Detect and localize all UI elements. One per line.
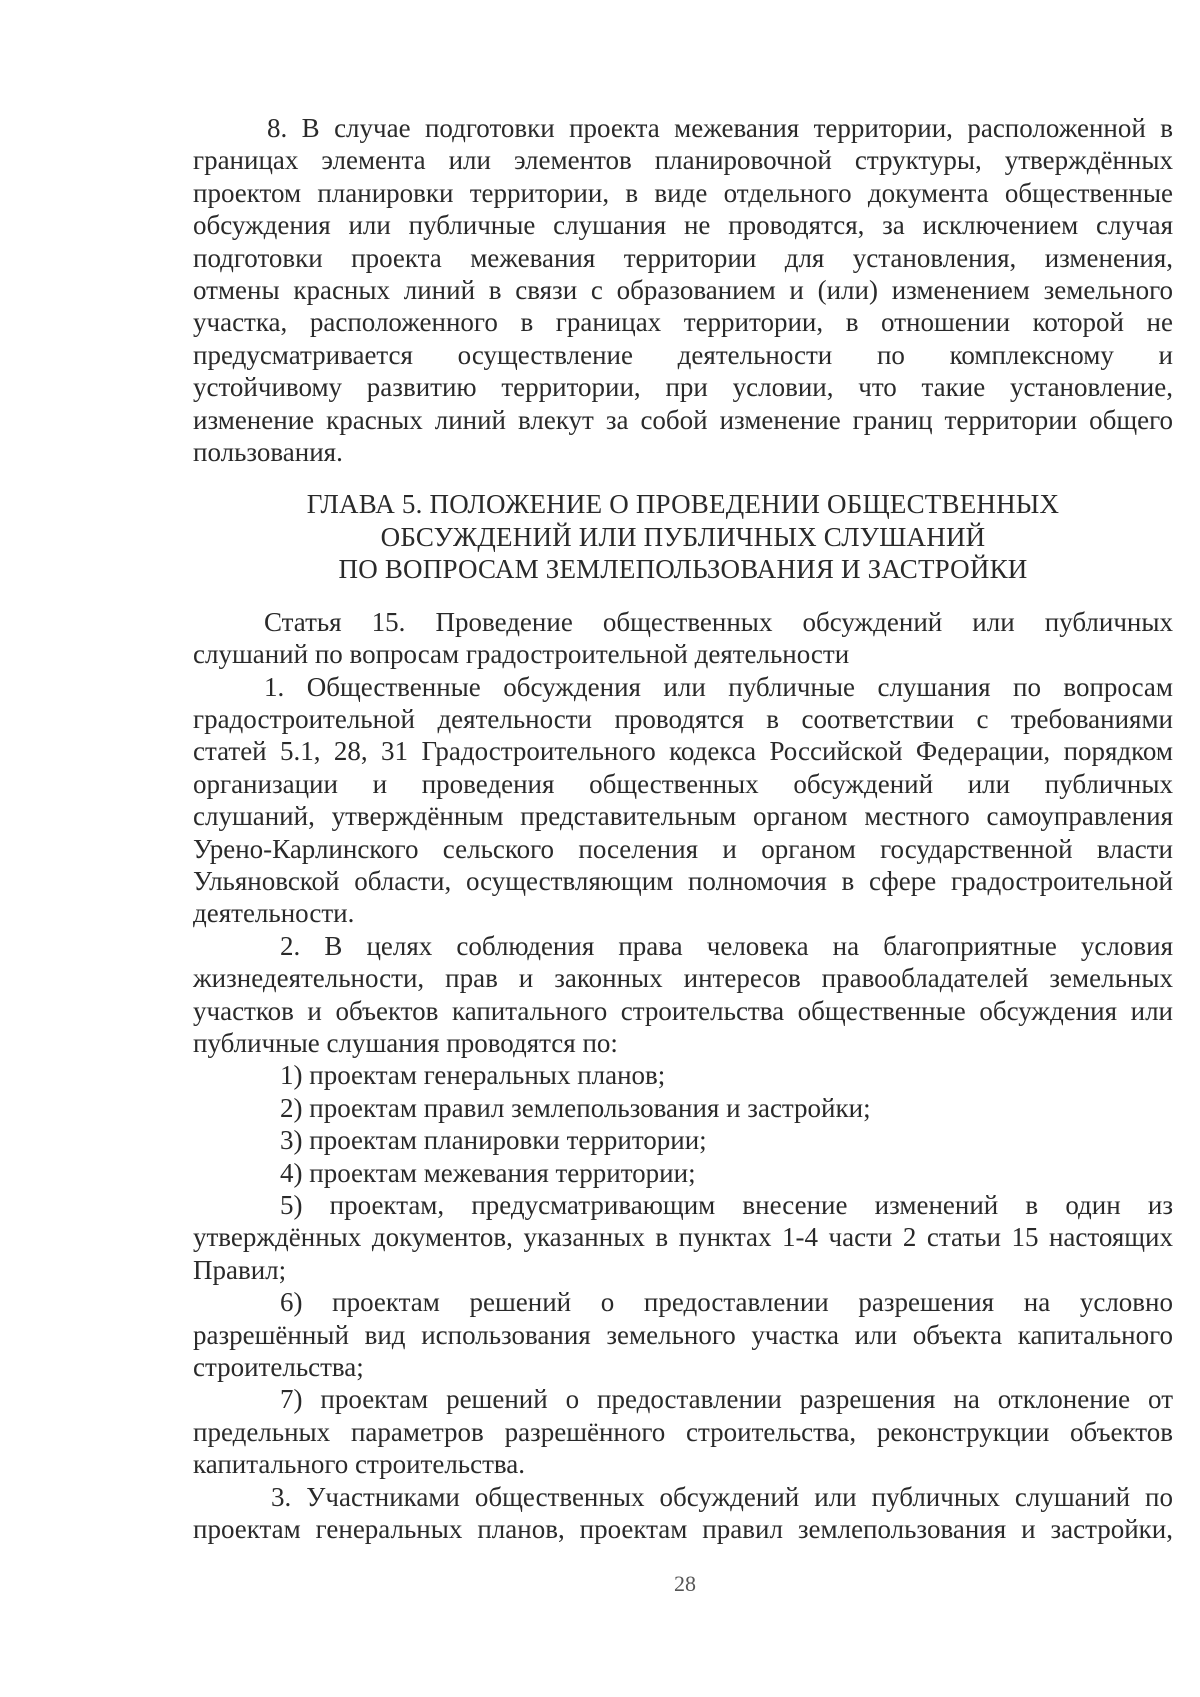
list-item: 5) проектам, предусматривающим внесение изменений в один из	[280, 1190, 1173, 1220]
article-title-line: слушаний по вопросам градостроительной деятельности	[193, 639, 850, 670]
chapter-heading-line: ГЛАВА 5. ПОЛОЖЕНИЕ О ПРОВЕДЕНИИ ОБЩЕСТВЕННЫХ	[306, 489, 1060, 520]
text-line: публичные слушания проводятся по:	[193, 1027, 618, 1058]
point-2	[193, 930, 1173, 1060]
paragraph-8	[193, 112, 1173, 468]
article-title	[193, 606, 1173, 671]
text-line: границах элемента или элементов планировочной структуры, утверждённых	[193, 145, 1173, 176]
list-item: 2) проектам правил землепользования и застройки;	[280, 1092, 871, 1123]
text-line: утверждённых документов, указанных в пунктах 1-4 части 2 статьи 15 настоящих	[193, 1222, 1173, 1253]
text-line: капитального строительства.	[193, 1449, 526, 1480]
text-line: отмены красных линий в связи с образованием и (или) изменением земельного	[193, 275, 1173, 306]
text-line: организации и проведения общественных обсуждений или публичных	[193, 768, 1173, 799]
text-line: предельных параметров разрешённого строительства, реконструкции объектов	[193, 1416, 1173, 1447]
point-3	[193, 1481, 1173, 1546]
text-line: Правил;	[193, 1254, 287, 1285]
text-line: слушаний, утверждённым представительным органом местного самоуправления	[193, 801, 1173, 832]
text-line: обсуждения или публичные слушания не проводятся, за исключением случая	[193, 210, 1173, 241]
text-line: строительства;	[193, 1352, 364, 1383]
chapter-heading-line: ПО ВОПРОСАМ ЗЕМЛЕПОЛЬЗОВАНИЯ И ЗАСТРОЙКИ	[338, 554, 1028, 585]
list-item: 7) проектам решений о предоставлении разрешения на отклонение от	[280, 1384, 1173, 1415]
text-line: разрешённый вид использования земельного участка или объекта капитального	[193, 1319, 1173, 1350]
text-line: проектом планировки территории, в виде отдельного документа общественные	[193, 177, 1173, 208]
project-list	[193, 1059, 1173, 1480]
text-line: устойчивому развитию территории, при условии, что такие установление,	[193, 372, 1173, 403]
list-item: 6) проектам решений о предоставлении разрешения на условно	[280, 1287, 1173, 1318]
text-line: проектам генеральных планов, проектам правил землепользования и застройки,	[193, 1514, 1173, 1545]
article-title-line: Статья 15. Проведение общественных обсуждений или публичных	[264, 606, 1173, 637]
text-line: пользования.	[193, 437, 343, 468]
point-1	[193, 671, 1173, 930]
text-line: статей 5.1, 28, 31 Градостроительного кодекса Российской Федерации, порядком	[193, 736, 1173, 767]
page-number: 28	[674, 1571, 696, 1596]
chapter-heading-line: ОБСУЖДЕНИЙ ИЛИ ПУБЛИЧНЫХ СЛУШАНИЙ	[380, 521, 986, 552]
document-page	[193, 112, 1173, 1545]
text-line: градостроительной деятельности проводятся в соответствии с требованиями	[193, 703, 1173, 734]
text-line: жизнедеятельности, прав и законных интересов правообладателей земельных	[193, 963, 1173, 994]
text-line: участка, расположенного в границах территории, в отношении которой не	[193, 307, 1173, 338]
text-line: предусматривается осуществление деятельности по комплексному и	[193, 339, 1173, 370]
text-line: 2. В целях соблюдения права человека на благоприятные условия	[280, 930, 1173, 961]
text-line: Ульяновской области, осуществляющим полномочия в сфере градостроительной	[193, 865, 1173, 896]
text-line: Урено-Карлинского сельского поселения и органом государственной власти	[193, 833, 1173, 864]
text-line: участков и объектов капитального строительства общественные обсуждения или	[193, 995, 1173, 1026]
chapter-heading	[193, 488, 1173, 585]
list-item: 3) проектам планировки территории;	[280, 1125, 707, 1156]
text-line: деятельности.	[193, 898, 355, 929]
text-line: изменение красных линий влекут за собой изменение границ территории общего	[193, 404, 1173, 435]
text-line: 1. Общественные обсуждения или публичные слушания по вопросам	[264, 671, 1173, 702]
text-line: 8. В случае подготовки проекта межевания территории, расположенной в	[267, 113, 1173, 143]
text-line: подготовки проекта межевания территории для установления, изменения,	[193, 242, 1173, 273]
list-item: 1) проектам генеральных планов;	[280, 1060, 666, 1091]
text-line: 3. Участниками общественных обсуждений или публичных слушаний по	[271, 1481, 1173, 1512]
list-item: 4) проектам межевания территории;	[280, 1157, 696, 1188]
